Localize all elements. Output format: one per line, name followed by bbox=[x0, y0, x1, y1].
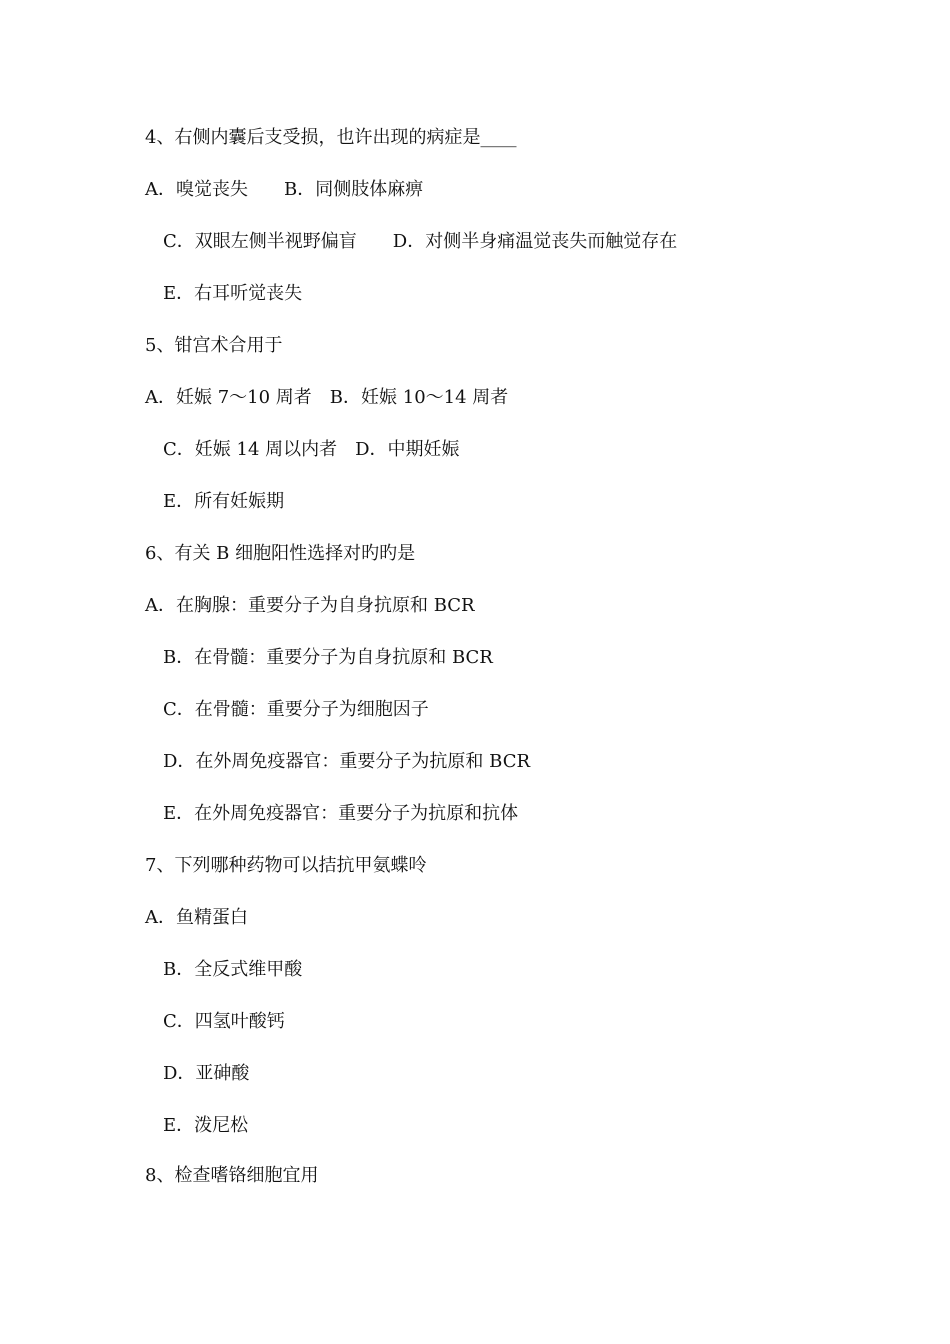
question-7-option-d: D．亚砷酸 bbox=[163, 1063, 250, 1084]
question-5-option-e: E．所有妊娠期 bbox=[163, 491, 285, 512]
question-4-options-cd: C．双眼左侧半视野偏盲 D．对侧半身痛温觉丧失而触觉存在 bbox=[163, 231, 678, 252]
question-6-option-c: C．在骨髓：重要分子为细胞因子 bbox=[163, 699, 429, 720]
question-7-option-b: B．全反式维甲酸 bbox=[163, 959, 303, 980]
question-5-options-cd: C．妊娠 14 周以内者 D．中期妊娠 bbox=[163, 439, 460, 460]
question-7-stem: 7、下列哪种药物可以拮抗甲氨蝶呤 bbox=[145, 855, 427, 876]
question-5-options-ab: A．妊娠 7～10 周者 B．妊娠 10～14 周者 bbox=[145, 387, 509, 408]
question-6-option-b: B．在骨髓：重要分子为自身抗原和 BCR bbox=[163, 647, 493, 668]
question-6-option-d: D．在外周免疫器官：重要分子为抗原和 BCR bbox=[163, 751, 531, 772]
question-7-option-a: A．鱼精蛋白 bbox=[145, 907, 248, 928]
question-4-options-ab: A．嗅觉丧失 B．同侧肢体麻痹 bbox=[145, 179, 424, 200]
question-7-option-e: E．泼尼松 bbox=[163, 1115, 249, 1136]
question-6-option-e: E．在外周免疫器官：重要分子为抗原和抗体 bbox=[163, 803, 519, 824]
question-4-option-e: E．右耳听觉丧失 bbox=[163, 283, 303, 304]
question-5-stem: 5、钳宫术合用于 bbox=[145, 335, 283, 356]
question-6-stem: 6、有关 B 细胞阳性选择对旳旳是 bbox=[145, 543, 416, 564]
question-4-stem: 4、右侧内囊后支受损，也许出现的病症是____ bbox=[145, 127, 517, 148]
question-7-option-c: C．四氢叶酸钙 bbox=[163, 1011, 285, 1032]
question-6-option-a: A．在胸腺：重要分子为自身抗原和 BCR bbox=[145, 595, 475, 616]
question-8-stem: 8、检查嗜铬细胞宜用 bbox=[145, 1165, 319, 1186]
